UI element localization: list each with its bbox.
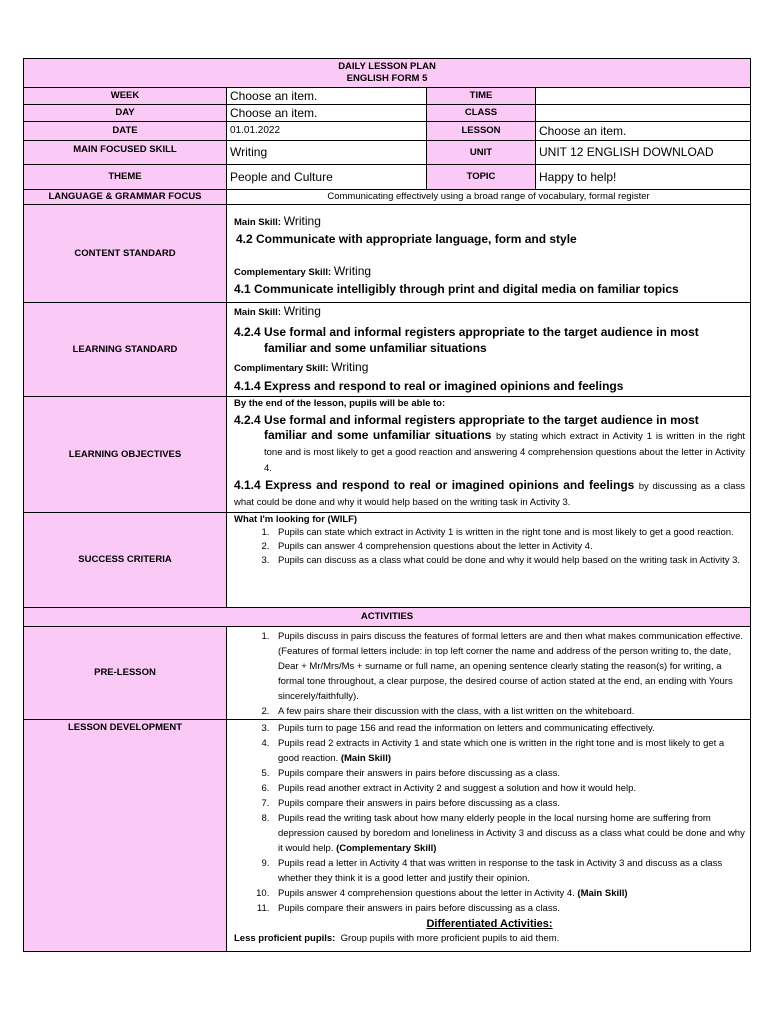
main-skill-label: MAIN FOCUSED SKILL [24, 141, 227, 165]
cs-main-standard: 4.2 Communicate with appropriate language, form and style [236, 232, 577, 246]
success-criteria-row [24, 513, 751, 608]
header-row [24, 59, 751, 88]
skill-row [24, 141, 751, 165]
lesson-dropdown[interactable]: Choose an item. [536, 122, 751, 141]
week-dropdown[interactable]: Choose an item. [227, 88, 427, 105]
theme-label: THEME [24, 165, 227, 190]
day-dropdown[interactable]: Choose an item. [227, 105, 427, 122]
lo-objective-1-tail: by stating which extract in Activity 1 is written in the right tone and is most likely to get a good reaction and answering 4 comprehension questions about the letter in Activity 4. [264, 431, 746, 474]
cs-comp-skill-value: Writing [333, 264, 372, 278]
unit-field[interactable]: UNIT 12 ENGLISH DOWNLOAD [536, 141, 751, 165]
class-field[interactable] [536, 105, 751, 122]
date-row [24, 122, 751, 141]
day-label: DAY [24, 105, 227, 122]
lesson-development-item: 6. Pupils read another extract in Activity 2 and suggest a solution and how it would help. [272, 781, 745, 796]
learning-standard-row [24, 303, 751, 397]
success-criteria-item: 3. Pupils can discuss as a class what could be done and why it would help based on the writing task in Activity 3. [272, 554, 745, 568]
ls-comp-skill-value: Writing [331, 360, 369, 374]
week-label: WEEK [24, 88, 227, 105]
grammar-label: LANGUAGE & GRAMMAR FOCUS [24, 190, 227, 205]
cs-comp-standard: 4.1 Communicate intelligibly through print and digital media on familiar topics [234, 282, 679, 296]
learning-standard-label: LEARNING STANDARD [24, 303, 227, 397]
theme-row [24, 165, 751, 190]
learning-objectives-cell[interactable] [227, 397, 751, 513]
class-label: CLASS [427, 105, 536, 122]
activities-heading: ACTIVITIES [24, 608, 751, 627]
date-label: DATE [24, 122, 227, 141]
ls-main-skill-value: Writing [283, 304, 321, 318]
theme-field[interactable]: People and Culture [227, 165, 427, 190]
ls-comp-standard: 4.1.4 Express and respond to real or imagined opinions and feelings [234, 379, 624, 393]
lesson-development-label: LESSON DEVELOPMENT [24, 720, 227, 952]
lo-intro: By the end of the lesson, pupils will be able to: [234, 398, 446, 409]
lesson-development-item: 11. Pupils compare their answers in pairs before discussing as a class. [272, 901, 745, 916]
topic-label: TOPIC [427, 165, 536, 190]
content-standard-cell[interactable] [227, 205, 751, 303]
content-standard-label: CONTENT STANDARD [24, 205, 227, 303]
pre-lesson-label: PRE-LESSON [24, 627, 227, 720]
learning-objectives-row [24, 397, 751, 513]
main-skill-field[interactable]: Writing [227, 141, 427, 165]
day-row [24, 105, 751, 122]
ls-main-skill-label: Main Skill: [234, 307, 281, 318]
lesson-development-item: 9. Pupils read a letter in Activity 4 that was written in response to the task in Activity 3 and discuss as a class whether they think it is a good letter and justify their opinion. [272, 856, 745, 886]
less-proficient-label: Less proficient pupils: [234, 933, 336, 944]
title-line-2: ENGLISH FORM 5 [346, 73, 428, 84]
lesson-development-item: 4. Pupils read 2 extracts in Activity 1 and state which one is written in the right tone and is most likely to get a good reaction. (Main Skill) [272, 736, 745, 766]
ls-main-standard-b: familiar and some unfamiliar situations [264, 341, 487, 355]
lesson-development-item: 3. Pupils turn to page 156 and read the information on letters and communicating effectively. [272, 721, 745, 736]
lesson-development-cell[interactable] [227, 720, 751, 952]
lesson-development-item: 7. Pupils compare their answers in pairs before discussing as a class. [272, 796, 745, 811]
lesson-development-item: 5. Pupils compare their answers in pairs before discussing as a class. [272, 766, 745, 781]
date-field[interactable]: 01.01.2022 [227, 122, 427, 141]
learning-standard-cell[interactable] [227, 303, 751, 397]
success-criteria-label: SUCCESS CRITERIA [24, 513, 227, 608]
learning-objectives-label: LEARNING OBJECTIVES [24, 397, 227, 513]
pre-lesson-row [24, 627, 751, 720]
lo-objective-2 [234, 478, 745, 510]
lesson-development-item: 8. Pupils read the writing task about how many elderly people in the local nursing home are suffering from depression caused by boredom and loneliness in Activity 3 and discuss as a class what could be done and why it would help. (Complementary Skill) [272, 811, 745, 856]
time-label: TIME [427, 88, 536, 105]
lo-objective-1a: 4.2.4 Use formal and informal registers appropriate to the target audience in most [234, 413, 699, 427]
pre-lesson-list [234, 629, 745, 719]
less-proficient-note [234, 932, 745, 946]
week-row [24, 88, 751, 105]
activities-row [24, 608, 751, 627]
lesson-development-row [24, 720, 751, 952]
cs-comp-skill-label: Complementary Skill: [234, 267, 332, 278]
topic-field[interactable]: Happy to help! [536, 165, 751, 190]
time-field[interactable] [536, 88, 751, 105]
wilf-heading: What I'm looking for (WILF) [234, 514, 358, 525]
grammar-row [24, 190, 751, 205]
pre-lesson-item: 2. A few pairs share their discussion with the class, with a list written on the whiteboard. [272, 704, 745, 719]
lesson-development-list [234, 721, 745, 916]
lesson-label: LESSON [427, 122, 536, 141]
success-criteria-cell[interactable] [227, 513, 751, 608]
skill-tag: (Main Skill) [340, 753, 392, 764]
document-title [24, 59, 751, 88]
lesson-plan-table [23, 58, 751, 952]
less-proficient-text: Group pupils with more proficient pupils to aid them. [340, 933, 560, 944]
ls-main-standard-a: 4.2.4 Use formal and informal registers appropriate to the target audience in most [234, 325, 699, 339]
lesson-plan-sheet [23, 58, 750, 952]
lesson-development-item: 10. Pupils answer 4 comprehension questions about the letter in Activity 4. (Main Skill) [272, 886, 745, 901]
cs-main-skill-value: Writing [283, 214, 321, 228]
content-standard-row [24, 205, 751, 303]
cs-main-skill-label: Main Skill: [234, 217, 281, 228]
success-criteria-list [234, 526, 745, 568]
unit-label: UNIT [427, 141, 536, 165]
lo-objective-2-tail: by discussing as a class what could be done and why it would help based on the writing task in Activity 3. [234, 481, 746, 508]
grammar-field[interactable]: Communicating effectively using a broad range of vocabulary, formal register [227, 190, 751, 205]
success-criteria-item: 2. Pupils can answer 4 comprehension questions about the letter in Activity 4. [272, 540, 745, 554]
lo-objective-2-std: 4.1.4 Express and respond to real or imagined opinions and feelings [234, 478, 635, 492]
ls-comp-skill-label: Complimentary Skill: [234, 363, 329, 374]
skill-tag: (Complementary Skill) [336, 843, 437, 854]
lo-objective-1b [234, 428, 745, 476]
differentiated-activities-heading: Differentiated Activities: [426, 918, 553, 930]
success-criteria-item: 1. Pupils can state which extract in Activity 1 is written in the right tone and is most likely to get a good reaction. [272, 526, 745, 540]
lo-objective-1b-std: familiar and some unfamiliar situations [264, 428, 492, 442]
skill-tag: (Main Skill) [577, 888, 628, 899]
pre-lesson-cell[interactable] [227, 627, 751, 720]
title-line-1: DAILY LESSON PLAN [338, 61, 436, 72]
pre-lesson-item: 1. Pupils discuss in pairs discuss the features of formal letters are and then what makes communication effective. (Features of formal letters include: in top left corner the name and address of the person writing to, the date, Dear + Mr/Mrs/Ms + surname or full name, an opening sentence clearly stating the reason(s) for writing, a formal tone throughout, a clear purpose, the desired course of action stated at the end, an ending with Yours sincerely/faithfully). [272, 629, 745, 704]
